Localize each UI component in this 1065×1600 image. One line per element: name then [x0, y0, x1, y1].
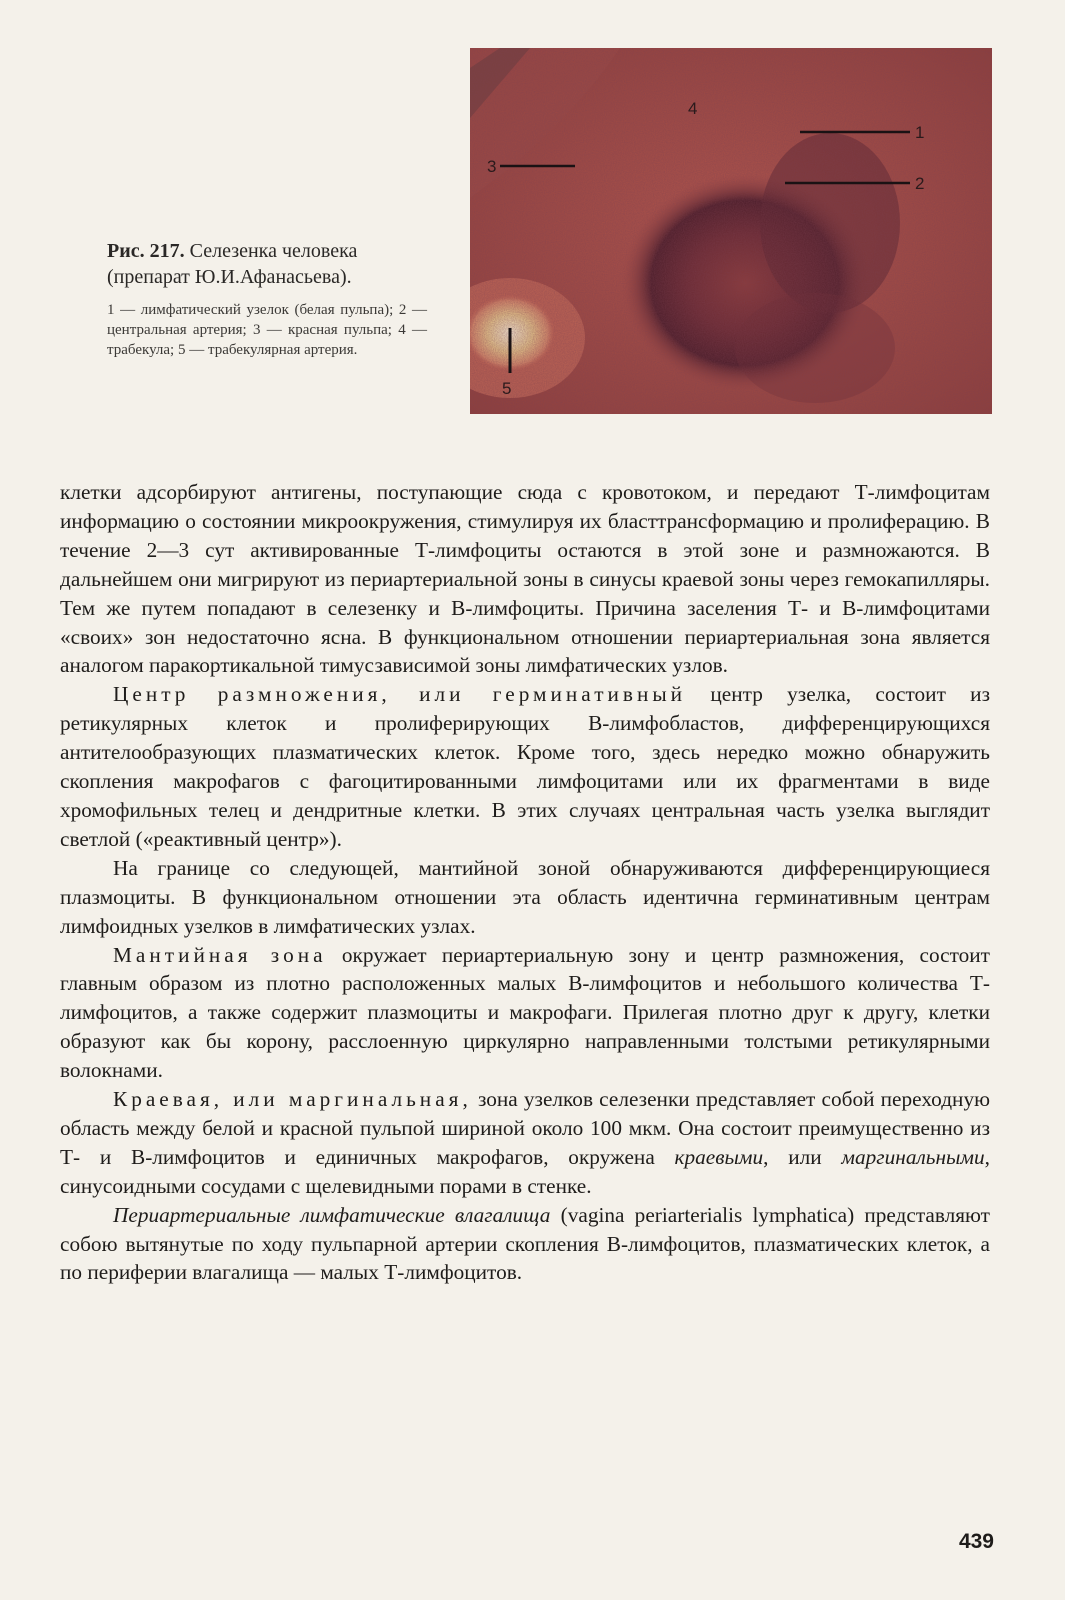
- paragraph-2: [60, 680, 990, 853]
- term-germinal-center: Центр размножения, или герминативный: [113, 682, 687, 707]
- spleen-micrograph: [470, 48, 992, 414]
- label-2: 2: [915, 174, 925, 193]
- label-4: 4: [688, 99, 698, 118]
- paragraph-4: [60, 941, 990, 1086]
- micrograph-image: [470, 48, 992, 414]
- term-marginalnymi: маргинальными: [841, 1144, 985, 1169]
- paragraph-4-text: окружает периартериальную зону и центр размножения, состоит главным образом из плотно расположенных малых В-лимфоцитов и небольшого количества Т-лимфоцитов, а также содержит плазмоциты и макрофаги. Прилегая плотно друг к другу, клетки образуют как бы корону, расслоенную циркулярно направленными толстыми ретикулярными волокнами.: [60, 942, 990, 1083]
- label-5: 5: [502, 379, 512, 398]
- term-periarterial-sheaths: Периартериальные лимфатические влагалища: [113, 1202, 551, 1227]
- paragraph-5: [60, 1085, 990, 1201]
- paragraph-3: [60, 854, 990, 941]
- caption-title: [107, 238, 427, 290]
- paragraph-1: [60, 478, 990, 680]
- term-marginal-zone: Краевая, или маргинальная,: [113, 1087, 472, 1112]
- page-number: 439: [958, 1530, 994, 1553]
- label-1: 1: [915, 123, 925, 142]
- term-kraevymi: краевыми: [674, 1144, 764, 1169]
- body-text: [60, 478, 990, 1287]
- caption-number: Рис. 217.: [107, 240, 185, 262]
- label-3: 3: [487, 157, 497, 176]
- paragraph-2-text: центр узелка, состоит из ретикулярных клеток и пролиферирующих В-лимфобластов, дифференцирующихся антителообразующих плазматических клеток. Кроме того, здесь нередко можно обнаружить скопления макрофагов с фагоцитированными лимфоцитами или их фрагментами в виде хромофильных телец и дендритные клетки. В этих случаях центральная часть узелка выглядит светлой («реактивный центр»).: [60, 682, 990, 851]
- paragraph-6: [60, 1201, 990, 1288]
- caption-title-text: Селезенка человека (препарат Ю.И.Афанасьева).: [107, 240, 358, 288]
- figure-caption: [107, 238, 427, 360]
- paragraph-3-text: На границе со следующей, мантийной зоной обнаруживаются дифференцирующиеся плазмоциты. В функциональном отношении эта область идентична герминативным центрам лимфоидных узелков в лимфатических узлах.: [60, 855, 990, 938]
- paragraph-1-text: клетки адсорбируют антигены, поступающие сюда с кровотоком, и передают Т-лимфоцитам информацию о состоянии микроокружения, стимулируя их бласттрансформацию и пролиферацию. В течение 2—3 сут активированные Т-лимфоциты остаются в этой зоне и размножаются. В дальнейшем они мигрируют из периартериальной зоны в синусы краевой зоны через гемокапилляры. Тем же путем попадают в селезенку и В-лимфоциты. Причина заселения Т- и В-лимфоцитами «своих» зон недостаточно ясна. В функциональном отношении периартериальная зона является аналогом паракортикальной тимусзависимой зоны лимфатических узлов.: [60, 480, 990, 678]
- paragraph-5-text-a: зона узелков селезенки представляет собой переходную область между белой и красной пульпой шириной около 100 мкм. Она состоит преимущественно из Т- и В-лимфоцитов и единичных макрофагов, окружена: [60, 1087, 990, 1169]
- paragraph-5-text-c: , синусоидными сосудами с щелевидными порами в стенке.: [60, 1144, 990, 1198]
- term-mantle-zone: Мантийная зона: [113, 942, 327, 967]
- paragraph-6-text: (vagina periarterialis lymphatica) представляют собою вытянутые по ходу пульпарной артерии скопления В-лимфоцитов, плазматических клеток, а по периферии влагалища — малых Т-лимфоцитов.: [60, 1202, 990, 1285]
- caption-legend: 1 — лимфатический узелок (белая пульпа); 2 — центральная артерия; 3 — красная пульпа; 4 — трабекула; 5 — трабекулярная артерия.: [107, 302, 427, 358]
- paragraph-5-text-b: , или: [763, 1144, 842, 1169]
